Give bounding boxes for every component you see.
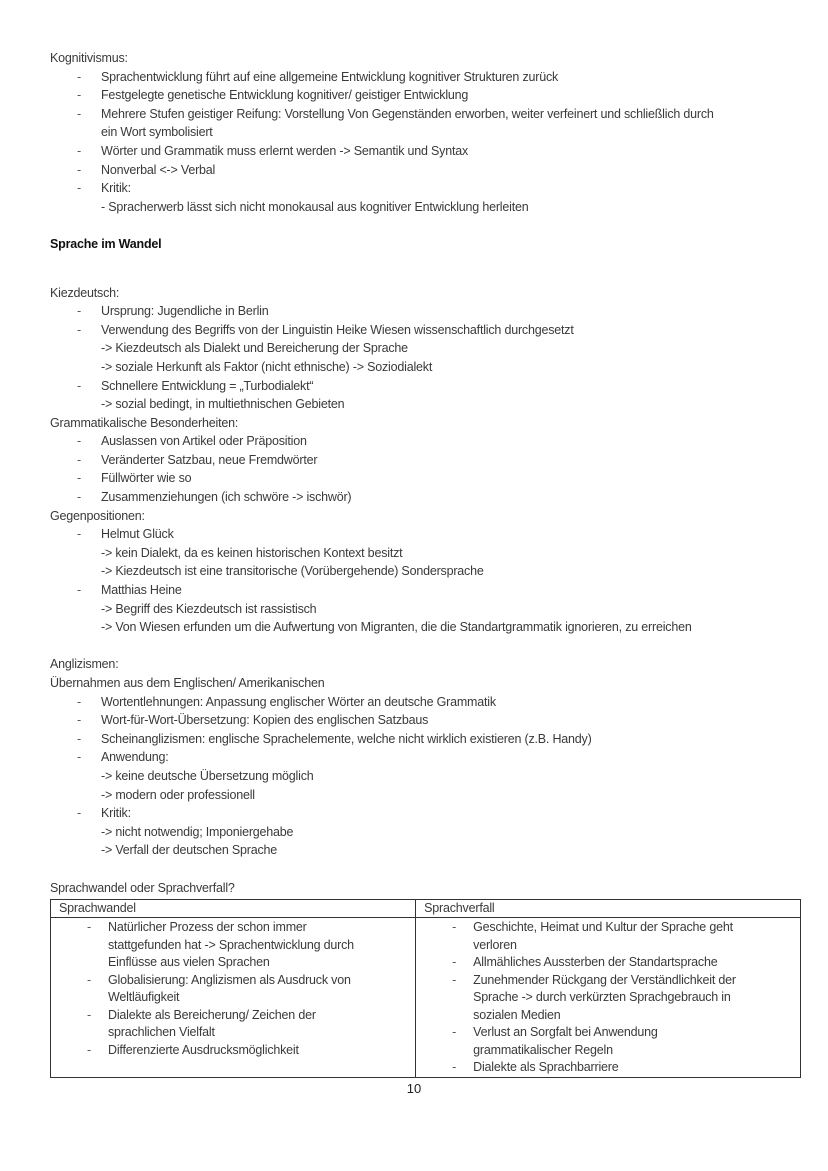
table-bullet-item <box>59 972 407 990</box>
bullet-dash-icon: - <box>77 181 81 196</box>
line-text: Helmut Glück <box>101 527 174 542</box>
bullet-dash-icon: - <box>77 694 81 709</box>
bullet-item <box>50 377 780 396</box>
table-header-row <box>51 900 801 918</box>
table-bullet-item <box>424 1024 792 1042</box>
bullet-item <box>50 68 780 87</box>
cell-text: sozialen Medien <box>473 1007 561 1022</box>
bullet-dash-icon: - <box>77 378 81 393</box>
line-text: Matthias Heine <box>101 583 182 598</box>
bullet-item <box>50 525 780 544</box>
cell-text: Verlust an Sorgfalt bei Anwendung <box>473 1025 658 1040</box>
section-anglizismen <box>50 655 780 878</box>
line-text: Festgelegte genetische Entwicklung kognitiver/ geistiger Entwicklung <box>101 88 469 103</box>
line-text: - Spracherwerb lässt sich nicht monokausal aus kognitiver Entwicklung herleiten <box>101 199 529 214</box>
line-text: Nonverbal <-> Verbal <box>101 162 216 177</box>
line-text: -> Kiezdeutsch ist eine transitorische (Vorübergehende) Sondersprache <box>101 564 484 579</box>
line-text: Scheinanglizismen: englische Sprachelemente, welche nicht wirklich existieren (z.B. Handy) <box>101 731 592 746</box>
cell-text: sprachlichen Vielfalt <box>108 1025 215 1040</box>
table-bullet-continuation <box>424 1042 792 1060</box>
line-text: Kognitivismus: <box>50 51 128 65</box>
line-text: -> Verfall der deutschen Sprache <box>101 843 278 858</box>
line-text: -> sozial bedingt, in multiethnischen Gebieten <box>101 397 345 412</box>
line-text: Anwendung: <box>101 750 169 765</box>
cell-text: stattgefunden hat -> Sprachentwicklung durch <box>108 937 354 952</box>
sub-item <box>50 358 780 377</box>
sub-item <box>50 786 780 805</box>
bullet-dash-icon: - <box>77 304 81 319</box>
table-bullet-item <box>59 1007 407 1025</box>
bullet-dash-icon: - <box>87 920 91 935</box>
line-text: ein Wort symbolisiert <box>101 125 213 140</box>
table-body-row <box>51 918 801 1078</box>
cell-text: Weltläufigkeit <box>108 990 180 1005</box>
line-text: -> Von Wiesen erfunden um die Aufwertung von Migranten, die die Standartgrammatik ignorieren, zu erreichen <box>101 620 692 635</box>
line-text: Auslassen von Artikel oder Präposition <box>101 434 307 449</box>
line-text: Übernahmen aus dem Englischen/ Amerikanischen <box>50 676 325 690</box>
page-number: 10 <box>406 1081 422 1096</box>
sub-item <box>50 339 780 358</box>
bullet-dash-icon: - <box>452 1025 457 1040</box>
section-kiezdeutsch <box>50 284 780 656</box>
bullet-dash-icon: - <box>452 1060 457 1075</box>
table-bullet-continuation <box>424 937 792 955</box>
table-bullet-item <box>424 972 792 990</box>
cell-text: grammatikalischer Regeln <box>473 1042 613 1057</box>
bullet-item <box>50 179 780 198</box>
line-text: Wortentlehnungen: Anpassung englischer Wörter an deutsche Grammatik <box>101 694 496 709</box>
sub-item <box>50 198 780 217</box>
line-text: -> soziale Herkunft als Faktor (nicht ethnische) -> Soziodialekt <box>101 359 433 374</box>
table-bullet-item <box>59 919 407 937</box>
line-text: Verwendung des Begriffs von der Linguistin Heike Wiesen wissenschaftlich durchgesetzt <box>101 322 574 337</box>
bullet-item <box>50 711 780 730</box>
section-kognitivismus <box>50 49 780 284</box>
line-text: Kiezdeutsch: <box>50 285 120 300</box>
bullet-item <box>50 693 780 712</box>
line-text: Kritik: <box>101 181 131 196</box>
line-text: Füllwörter wie so <box>101 471 192 486</box>
bullet-dash-icon: - <box>77 452 81 467</box>
table-bullet-item <box>424 1059 792 1077</box>
bullet-dash-icon: - <box>87 972 91 987</box>
bullet-dash-icon: - <box>77 713 81 728</box>
comparison-table <box>50 899 801 1078</box>
bullet-dash-icon: - <box>77 731 81 746</box>
bullet-dash-icon: - <box>77 162 81 177</box>
cell-text: Allmähliches Aussterben der Standartsprache <box>473 955 718 970</box>
bullet-item <box>50 451 780 470</box>
table-bullet-item <box>424 919 792 937</box>
spacer <box>50 860 780 879</box>
line-text: Grammatikalische Besonderheiten: <box>50 415 239 430</box>
line-text: Zusammenziehungen (ich schwöre -> ischwör) <box>101 490 352 505</box>
bullet-item <box>50 86 780 105</box>
cell-text: Dialekte als Sprachbarriere <box>473 1060 619 1075</box>
bullet-dash-icon: - <box>77 471 81 486</box>
line-text: Mehrere Stufen geistiger Reifung: Vorstellung Von Gegenständen erworben, weiter verfeinert und schließlich durch <box>101 106 714 121</box>
section-heading <box>50 674 780 693</box>
table-bullet-continuation <box>59 954 407 972</box>
bullet-continuation <box>50 123 780 142</box>
line-text: Wörter und Grammatik muss erlernt werden -> Semantik und Syntax <box>101 143 469 158</box>
bullet-item <box>50 748 780 767</box>
spacer <box>50 216 780 235</box>
line-text: -> keine deutsche Übersetzung möglich <box>101 768 314 783</box>
sprachverfall-cell <box>416 918 801 1078</box>
column-header-sprachverfall: Sprachverfall <box>416 900 801 918</box>
cell-text: Geschichte, Heimat und Kultur der Sprache geht <box>473 920 733 935</box>
bullet-dash-icon: - <box>87 1042 91 1057</box>
bullet-item <box>50 804 780 823</box>
cell-text: Globalisierung: Anglizismen als Ausdruck von <box>108 972 351 987</box>
cell-text: Zunehmender Rückgang der Verständlichkeit der <box>473 972 736 987</box>
table-bullet-continuation <box>424 1007 792 1025</box>
bullet-dash-icon: - <box>77 750 81 765</box>
table-bullet-item <box>59 1042 407 1060</box>
bullet-dash-icon: - <box>77 583 81 598</box>
cell-text: verloren <box>473 937 517 952</box>
spacer <box>50 254 780 284</box>
sub-item <box>50 767 780 786</box>
cell-text: Dialekte als Bereicherung/ Zeichen der <box>108 1007 316 1022</box>
bullet-dash-icon: - <box>77 806 81 821</box>
section-heading <box>50 284 780 303</box>
sub-item <box>50 618 780 637</box>
sub-item <box>50 841 780 860</box>
line-text: Kritik: <box>101 806 131 821</box>
bullet-item <box>50 142 780 161</box>
line-text: Schnellere Entwicklung = „Turbodialekt“ <box>101 378 314 393</box>
table-bullet-item <box>424 954 792 972</box>
bullet-dash-icon: - <box>77 88 81 103</box>
sprachwandel-cell <box>51 918 416 1078</box>
sub-item <box>50 395 780 414</box>
table-bullet-continuation <box>424 989 792 1007</box>
table-bullet-continuation <box>59 1024 407 1042</box>
bullet-dash-icon: - <box>87 1007 91 1022</box>
column-header-sprachwandel: Sprachwandel <box>51 900 416 918</box>
section-heading <box>50 655 780 674</box>
line-text: -> modern oder professionell <box>101 787 255 802</box>
bullet-dash-icon: - <box>77 106 81 121</box>
bullet-item <box>50 730 780 749</box>
line-text: Wort-für-Wort-Übersetzung: Kopien des englischen Satzbaus <box>101 713 429 728</box>
line-text: -> nicht notwendig; Imponiergehabe <box>101 824 294 839</box>
line-text: Ursprung: Jugendliche in Berlin <box>101 304 269 319</box>
bullet-dash-icon: - <box>77 490 81 505</box>
section-heading <box>50 235 780 254</box>
line-text: -> Begriff des Kiezdeutsch ist rassistisch <box>101 601 317 616</box>
line-text: Sprache im Wandel <box>50 236 162 251</box>
section-heading <box>50 507 780 526</box>
line-text: Anglizismen: <box>50 657 119 672</box>
bullet-dash-icon: - <box>452 955 457 970</box>
spacer <box>50 637 780 656</box>
notes-sections <box>50 49 780 879</box>
line-text: Sprachentwicklung führt auf eine allgemeine Entwicklung kognitiver Strukturen zurück <box>101 69 559 84</box>
bullet-item <box>50 581 780 600</box>
bullet-item <box>50 432 780 451</box>
line-text: Veränderter Satzbau, neue Fremdwörter <box>101 452 318 467</box>
sub-item <box>50 823 780 842</box>
bullet-item <box>50 161 780 180</box>
bullet-dash-icon: - <box>77 143 81 158</box>
cell-text: Natürlicher Prozess der schon immer <box>108 920 307 935</box>
document-body <box>50 49 780 1078</box>
table-bullet-continuation <box>59 937 407 955</box>
sub-item <box>50 600 780 619</box>
section-heading <box>50 414 780 433</box>
bullet-dash-icon: - <box>77 527 81 542</box>
table-bullet-continuation <box>59 989 407 1007</box>
bullet-dash-icon: - <box>77 69 81 84</box>
bullet-dash-icon: - <box>452 972 457 987</box>
sub-item <box>50 544 780 563</box>
bullet-dash-icon: - <box>77 322 81 337</box>
bullet-dash-icon: - <box>452 920 457 935</box>
table-title: Sprachwandel oder Sprachverfall? <box>50 880 235 895</box>
line-text: -> Kiezdeutsch als Dialekt und Bereicherung der Sprache <box>101 341 408 356</box>
sub-item <box>50 562 780 581</box>
bullet-dash-icon: - <box>77 434 81 449</box>
bullet-item <box>50 105 780 124</box>
section-heading <box>50 49 780 68</box>
cell-text: Einflüsse aus vielen Sprachen <box>108 955 270 970</box>
bullet-item <box>50 302 780 321</box>
bullet-item <box>50 321 780 340</box>
cell-text: Differenzierte Ausdrucksmöglichkeit <box>108 1042 299 1057</box>
bullet-item <box>50 488 780 507</box>
line-text: -> kein Dialekt, da es keinen historischen Kontext besitzt <box>101 545 403 560</box>
bullet-item <box>50 469 780 488</box>
line-text: Gegenpositionen: <box>50 508 145 523</box>
cell-text: Sprache -> durch verkürzten Sprachgebrauch in <box>473 990 731 1005</box>
